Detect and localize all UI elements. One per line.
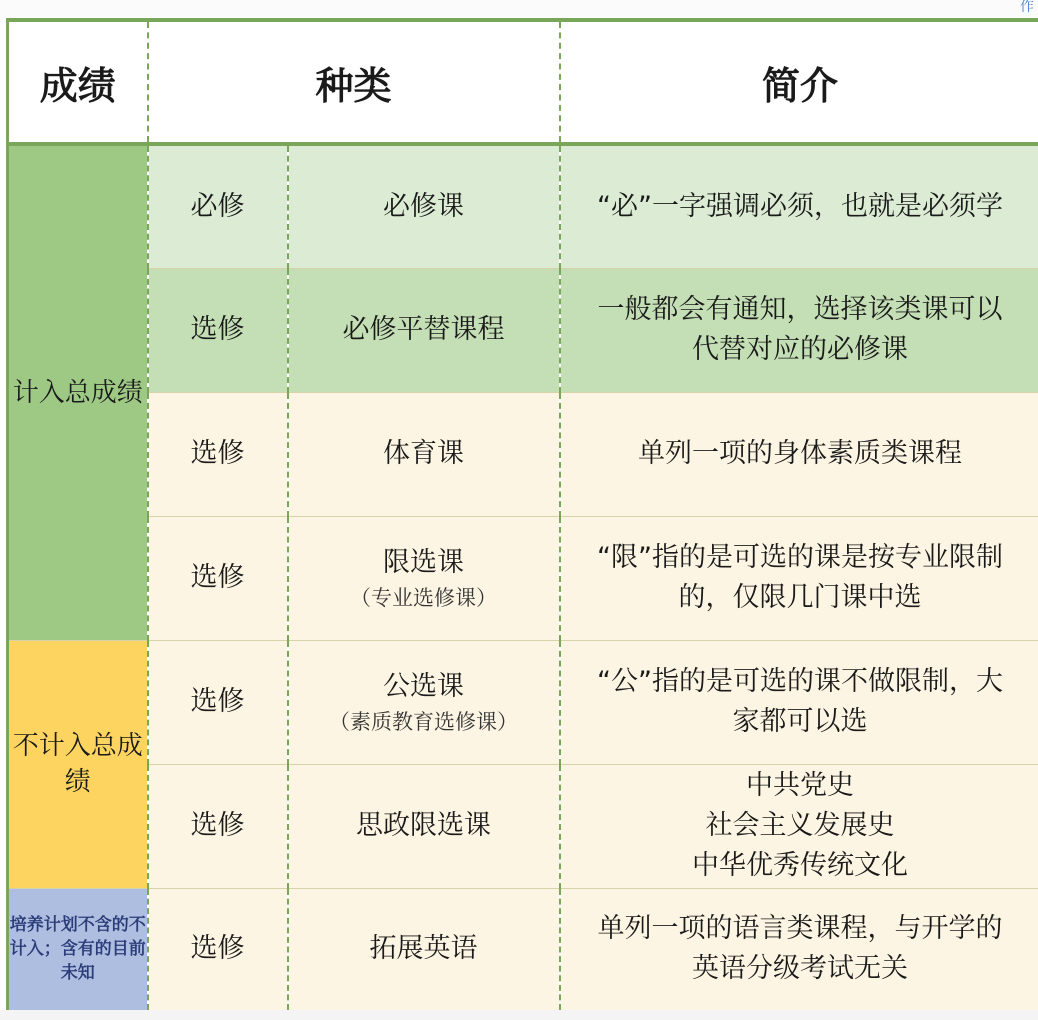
header-grade: 成绩	[8, 20, 148, 144]
course-name: 限选课	[383, 547, 464, 578]
course-name: 拓展英语	[369, 933, 478, 965]
course-name: 必修平替课程	[342, 314, 505, 345]
course-name: 体育课	[383, 438, 464, 469]
table-row	[8, 888, 1038, 1012]
desc-line: 单列一项的身体素质类课程	[638, 438, 963, 469]
course-desc	[560, 392, 1038, 516]
course-type: 选修	[148, 640, 288, 764]
corner-text: 作	[1020, 0, 1034, 15]
course-name-cell	[288, 516, 560, 640]
desc-line: 家都可以选	[732, 706, 868, 737]
top-strip	[0, 0, 1038, 18]
grade-not-counted: 不计入总成绩	[8, 640, 148, 888]
course-name-cell	[288, 392, 560, 516]
course-name-cell	[288, 888, 560, 1012]
course-type: 选修	[148, 764, 288, 888]
desc-line: 英语分级考试无关	[692, 953, 909, 985]
header-intro: 简介	[560, 20, 1038, 144]
desc-line: 中共党史	[746, 770, 855, 801]
course-name-cell	[288, 268, 560, 392]
course-desc	[560, 516, 1038, 640]
course-name-cell	[288, 764, 560, 888]
course-table	[6, 18, 1038, 1014]
desc-line: “限”指的是可选的课是按专业限制	[597, 542, 1003, 573]
desc-line: “公”指的是可选的课不做限制，大	[597, 666, 1003, 697]
table-header-row	[8, 20, 1038, 144]
table-row	[8, 144, 1038, 268]
course-desc	[560, 888, 1038, 1012]
table-row	[8, 268, 1038, 392]
course-type: 必修	[148, 144, 288, 268]
grade-plan-note: 培养计划不含的不计入；含有的目前未知	[8, 888, 148, 1012]
header-category: 种类	[148, 20, 560, 144]
table-row	[8, 764, 1038, 888]
desc-line: “必”一字强调必须，也就是必须学	[597, 190, 1003, 222]
course-name: 公选课	[383, 671, 464, 702]
desc-line: 中华优秀传统文化	[692, 850, 909, 881]
course-type: 选修	[148, 888, 288, 1012]
grade-counted: 计入总成绩	[8, 144, 148, 640]
course-name: 思政限选课	[356, 810, 491, 841]
course-desc	[560, 640, 1038, 764]
desc-line: 一般都会有通知，选择该类课可以	[597, 294, 1003, 325]
course-type: 选修	[148, 392, 288, 516]
course-name-cell	[288, 144, 560, 268]
course-name-cell	[288, 640, 560, 764]
bottom-strip	[0, 1010, 1038, 1020]
desc-line: 的，仅限几门课中选	[678, 582, 922, 613]
course-desc	[560, 144, 1038, 268]
desc-line: 单列一项的语言类课程，与开学的	[597, 913, 1003, 945]
desc-line: 代替对应的必修课	[692, 334, 909, 365]
course-type: 选修	[148, 268, 288, 392]
course-desc	[560, 268, 1038, 392]
desc-line: 社会主义发展史	[705, 810, 895, 841]
table-row	[8, 392, 1038, 516]
course-desc	[560, 764, 1038, 888]
course-name-note: （素质教育选修课）	[329, 710, 518, 734]
course-type: 选修	[148, 516, 288, 640]
table-row	[8, 516, 1038, 640]
course-name: 必修课	[383, 190, 464, 222]
table-row	[8, 640, 1038, 764]
course-name-note: （专业选修课）	[350, 586, 497, 610]
